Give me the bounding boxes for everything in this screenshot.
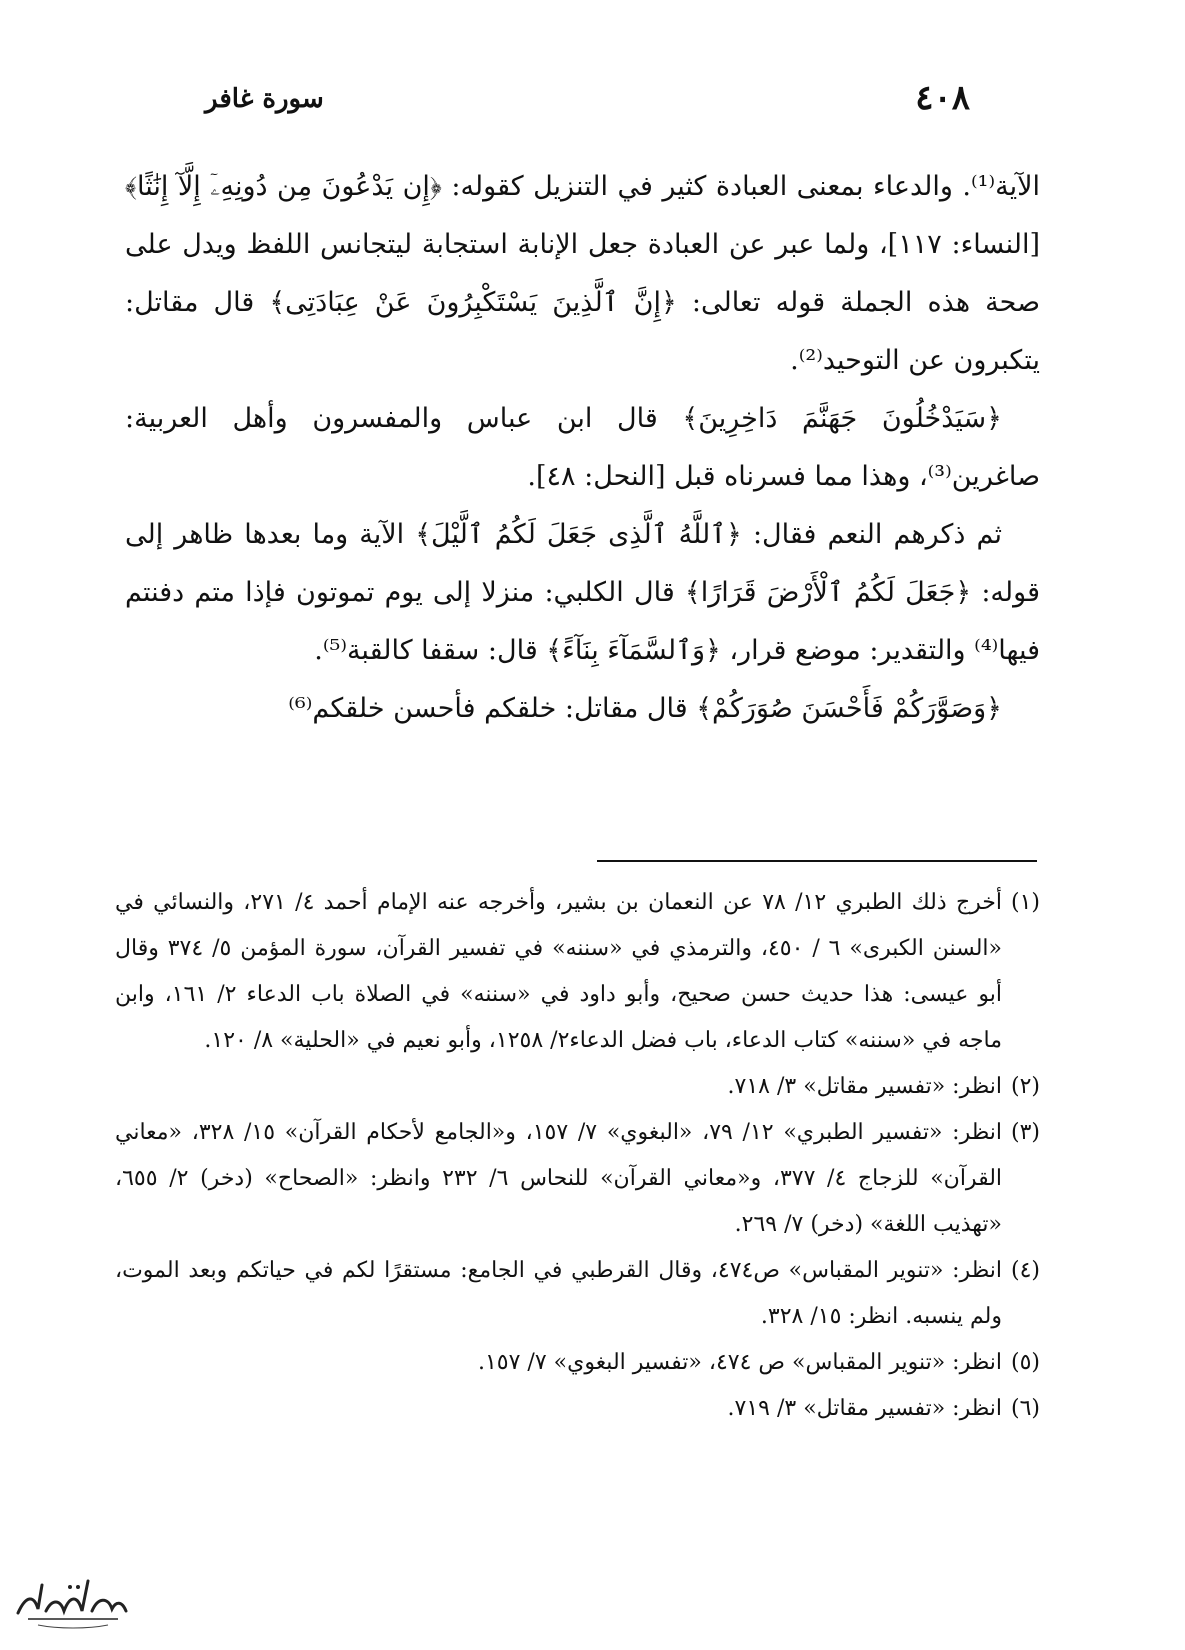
paragraph-3: ثم ذكرهم النعم فقال: ﴿ٱللَّهُ ٱلَّذِى جَعَلَ لَكُمُ ٱلَّيْلَ﴾ الآية وما بعدها ظاهر إلى قوله: ﴿جَعَلَ لَكُمُ ٱلْأَرْضَ قَرَارًا﴾ قال الكلبي: منزلا إلى يوم تموتون فإذا متم دفنتم فيها⁽⁴⁾ والتقدير: موضع قرار، ﴿وَٱلسَّمَآءَ بِنَآءً﴾ قال: سقفا كالقبة⁽⁵⁾.	[125, 519, 1040, 666]
footnote-text: أخرج ذلك الطبري ١٢/ ٧٨ عن النعمان بن بشير، وأخرجه عنه الإمام أحمد ٤/ ٢٧١، والنسائي في «السنن الكبرى» ٦ / ٤٥٠، والترمذي في «سننه» في تفسير القرآن، سورة المؤمن ٥/ ٣٧٤ وقال أبو عيسى: هذا حديث حسن صحيح، وأبو داود في «سننه» في الصلاة باب الدعاء ٢/ ١٦١، وابن ماجه في «سننه» كتاب الدعاء، باب فضل الدعاء٢/ ١٢٥٨، وأبو نعيم في «الحلية» ٨/ ١٢٠.	[115, 890, 1003, 1053]
footnote-text: انظر: «تنوير المقباس» ص٤٧٤، وقال القرطبي في الجامع: مستقرًا لكم في حياتكم وبعد الموت، ولم ينسبه. انظر: ١٥/ ٣٢٨.	[115, 1258, 1002, 1329]
footnote-1	[115, 880, 1040, 1064]
footnote-2	[115, 1064, 1040, 1110]
footnote-5	[115, 1340, 1040, 1386]
footnote-number: (٣)	[1010, 1120, 1040, 1145]
footnote-6	[115, 1386, 1040, 1432]
paragraph-4: ﴿وَصَوَّرَكُمْ فَأَحْسَنَ صُوَرَكُمْ﴾ قال مقاتل: خلقكم فأحسن خلقكم⁽⁶⁾	[288, 693, 1002, 724]
footnote-number: (٦)	[1010, 1396, 1040, 1421]
footnote-3	[115, 1110, 1040, 1248]
paragraph-2: ﴿سَيَدْخُلُونَ جَهَنَّمَ دَاخِرِينَ﴾ قال ابن عباس والمفسرون وأهل العربية: صاغرين⁽³⁾، وهذا مما فسرناه قبل [النحل: ٤٨].	[125, 403, 1040, 492]
footnote-number: (٥)	[1010, 1350, 1040, 1375]
footnote-number: (٤)	[1010, 1258, 1040, 1283]
footnote-text: انظر: «تفسير مقاتل» ٣/ ٧١٩.	[727, 1396, 1002, 1421]
paragraph-1: الآية⁽¹⁾. والدعاء بمعنى العبادة كثير في التنزيل كقوله: ﴿إِن يَدْعُونَ مِن دُونِهِۦٓ إِلَّآ إِنَٰثًا﴾ [النساء: ١١٧]، ولما عبر عن العبادة جعل الإنابة استجابة ليتجانس اللفظ ويدل على صحة هذه الجملة قوله تعالى: ﴿إِنَّ ٱلَّذِينَ يَسْتَكْبِرُونَ عَنْ عِبَادَتِى﴾ قال مقاتل: يتكبرون عن التوحيد⁽²⁾.	[125, 171, 1040, 376]
footnote-text: انظر: «تفسير مقاتل» ٣/ ٧١٨.	[727, 1074, 1002, 1099]
footnotes	[115, 880, 1040, 1432]
publisher-logo	[8, 1565, 133, 1635]
page-number: ٤٠٨	[915, 78, 970, 118]
main-text	[125, 158, 1040, 738]
footnote-number: (٢)	[1010, 1074, 1040, 1099]
footnote-text: انظر: «تفسير الطبري» ١٢/ ٧٩، «البغوي» ٧/ ١٥٧، و«الجامع لأحكام القرآن» ١٥/ ٣٢٨، «معاني القرآن» للزجاج ٤/ ٣٧٧، و«معاني القرآن» للنحاس ٦/ ٢٣٢ وانظر: «الصحاح» (دخر) ٢/ ٦٥٥، «تهذيب اللغة» (دخر) ٧/ ٢٦٩.	[115, 1120, 1003, 1237]
footnote-4	[115, 1248, 1040, 1340]
footnote-separator	[597, 860, 1037, 862]
page-header	[205, 78, 970, 128]
running-title: سورة غافر	[205, 84, 324, 114]
footnote-text: انظر: «تنوير المقباس» ص ٤٧٤، «تفسير البغوي» ٧/ ١٥٧.	[477, 1350, 1002, 1375]
footnote-number: (١)	[1010, 890, 1040, 915]
